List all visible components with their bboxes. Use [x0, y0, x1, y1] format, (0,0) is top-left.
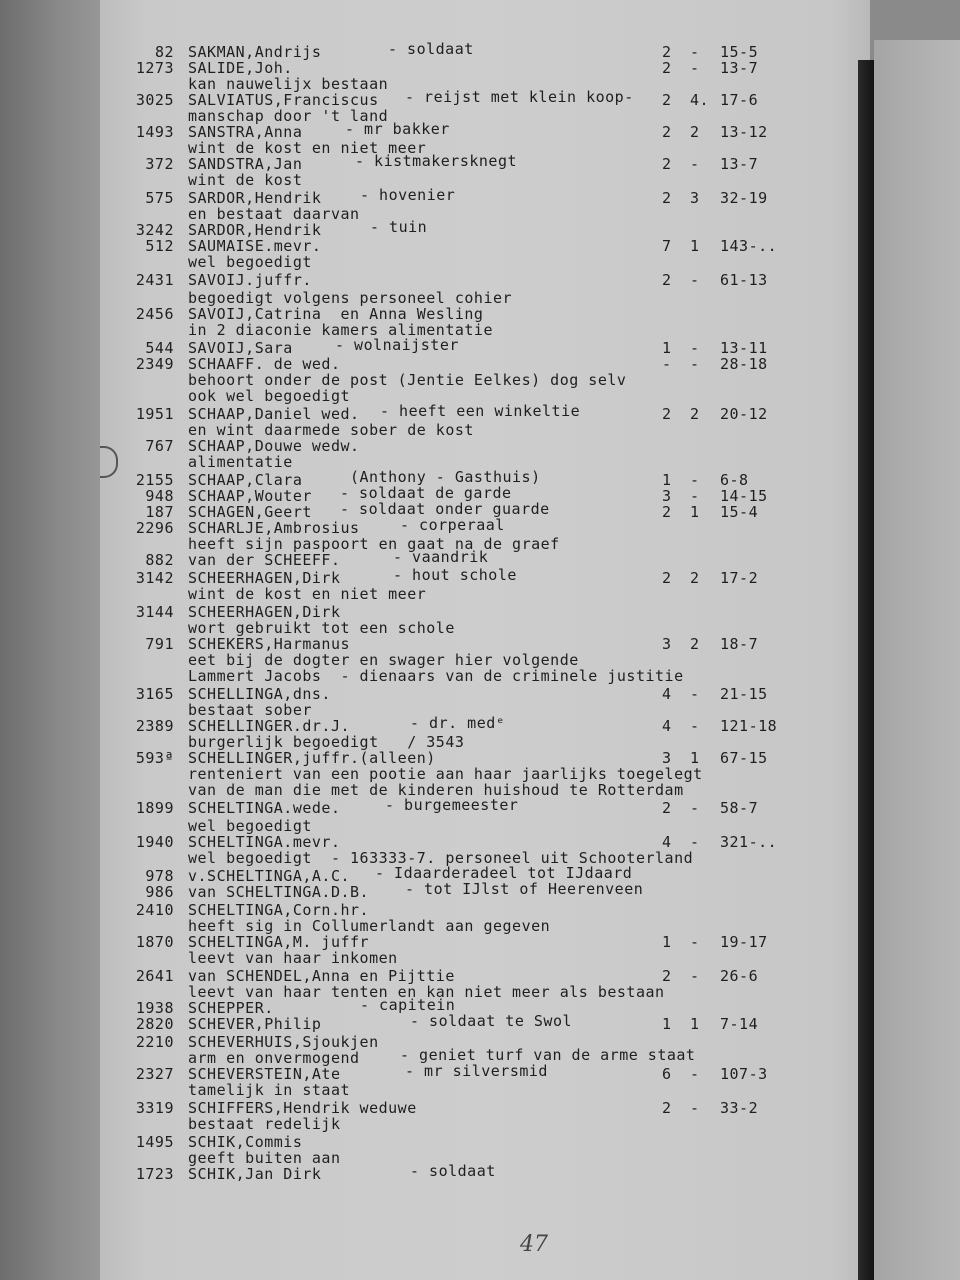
entry-name: SCHEPPER. — [188, 999, 274, 1017]
entry-col-2: - — [690, 355, 700, 373]
entry-name: SCHEVERHUIS,Sjoukjen — [188, 1033, 379, 1051]
entry-name: SCHAAFF. de wed. — [188, 355, 341, 373]
entry-col-1: 1 — [662, 1015, 672, 1033]
entry-name: SALVIATUS,Franciscus — [188, 91, 379, 109]
entry-number: 882 — [145, 551, 174, 569]
entry-amount: 17-6 — [720, 91, 759, 109]
entry-col-2: 3 — [690, 189, 700, 207]
entry-amount: 21-15 — [720, 685, 768, 703]
entry-name: tamelijk in staat — [188, 1081, 351, 1099]
entry-number: 791 — [145, 635, 174, 653]
entry-col-2: - — [690, 1099, 700, 1117]
entry-name: van SCHELTINGA.D.B. — [188, 883, 370, 901]
entry-description: - soldaat — [410, 1162, 496, 1180]
entry-col-2: - — [690, 43, 700, 61]
entry-col-2: - — [690, 471, 700, 489]
entry-number: 1493 — [135, 123, 174, 141]
entry-name: SCHELLINGER.dr.J. — [188, 717, 351, 735]
entry-name: behoort onder de post (Jentie Eelkes) dog selv — [188, 371, 627, 389]
entry-description: - burgemeester — [385, 796, 519, 814]
entry-name: SCHELTINGA.mevr. — [188, 833, 341, 851]
entry-col-1: 2 — [662, 799, 672, 817]
entry-number: 1273 — [135, 59, 174, 77]
entry-amount: 121-18 — [720, 717, 778, 735]
entry-name: SCHAAP,Douwe wedw. — [188, 437, 360, 455]
entry-col-1: 2 — [662, 967, 672, 985]
entry-col-1: 2 — [662, 1099, 672, 1117]
entry-amount: 20-12 — [720, 405, 768, 423]
entry-col-1: 7 — [662, 237, 672, 255]
entry-number: 2410 — [135, 901, 174, 919]
entry-description: - corperaal — [400, 516, 505, 534]
entry-amount: 26-6 — [720, 967, 759, 985]
entry-number: 2210 — [135, 1033, 174, 1051]
entry-col-1: 2 — [662, 123, 672, 141]
entry-name: SAKMAN,Andrijs — [188, 43, 322, 61]
entry-name: wel begoedigt — [188, 253, 312, 271]
entry-name: SAVOIJ,Catrina en Anna Wesling — [188, 305, 484, 323]
entry-col-1: 4 — [662, 833, 672, 851]
entry-name: leevt van haar tenten en kan niet meer als bestaan — [188, 983, 665, 1001]
entry-name: alimentatie — [188, 453, 293, 471]
entry-name: SCHAAP,Daniel wed. — [188, 405, 360, 423]
entry-amount: 18-7 — [720, 635, 759, 653]
entry-amount: 7-14 — [720, 1015, 759, 1033]
entry-col-1: 2 — [662, 91, 672, 109]
entry-col-1: 1 — [662, 471, 672, 489]
entry-col-2: 2 — [690, 569, 700, 587]
entry-name: burgerlijk begoedigt / 3543 — [188, 733, 465, 751]
entry-number: 3144 — [135, 603, 174, 621]
entry-description: - reijst met klein koop- — [405, 88, 634, 106]
entry-col-1: 3 — [662, 749, 672, 767]
entry-name: in 2 diaconie kamers alimentatie — [188, 321, 493, 339]
entry-name: SALIDE,Joh. — [188, 59, 293, 77]
entry-amount: 19-17 — [720, 933, 768, 951]
entry-amount: 13-7 — [720, 59, 759, 77]
entry-name: ook wel begoedigt — [188, 387, 351, 405]
entry-col-1: - — [662, 355, 672, 373]
entry-amount: 143-.. — [720, 237, 778, 255]
entry-number: 575 — [145, 189, 174, 207]
entry-amount: 61-13 — [720, 271, 768, 289]
background-right — [874, 40, 960, 1280]
entry-name: SCHARLJE,Ambrosius — [188, 519, 360, 537]
entry-number: 3165 — [135, 685, 174, 703]
entry-amount: 321-.. — [720, 833, 778, 851]
entry-col-1: 2 — [662, 43, 672, 61]
entry-number: 3319 — [135, 1099, 174, 1117]
entry-col-1: 2 — [662, 189, 672, 207]
entry-amount: 14-15 — [720, 487, 768, 505]
entry-description: - heeft een winkeltie — [380, 402, 581, 420]
entry-col-1: 2 — [662, 155, 672, 173]
entry-number: 3142 — [135, 569, 174, 587]
entry-amount: 13-12 — [720, 123, 768, 141]
entry-number: 978 — [145, 867, 174, 885]
entry-amount: 67-15 — [720, 749, 768, 767]
entry-number: 82 — [154, 43, 174, 61]
entry-name: renteniert van een pootie aan haar jaarlijks toegelegt — [188, 765, 703, 783]
entry-amount: 6-8 — [720, 471, 749, 489]
entry-name: SCHEERHAGEN,Dirk — [188, 569, 341, 587]
entry-name: SCHAGEN,Geert — [188, 503, 312, 521]
entry-col-2: - — [690, 487, 700, 505]
entry-name: SCHAAP,Wouter — [188, 487, 312, 505]
entry-name: SCHEKERS,Harmanus — [188, 635, 351, 653]
entry-col-1: 2 — [662, 503, 672, 521]
entry-number: 1938 — [135, 999, 174, 1017]
entry-amount: 13-11 — [720, 339, 768, 357]
entry-col-2: - — [690, 155, 700, 173]
entry-description: - vaandrik — [393, 548, 489, 566]
entry-name: wort gebruikt tot een schole — [188, 619, 455, 637]
entry-name: van SCHENDEL,Anna en Pijttie — [188, 967, 455, 985]
entry-amount: 28-18 — [720, 355, 768, 373]
entry-name: SCHELTINGA,Corn.hr. — [188, 901, 370, 919]
entry-name: begoedigt volgens personeel cohier — [188, 289, 513, 307]
entry-number: 2327 — [135, 1065, 174, 1083]
entry-number: 544 — [145, 339, 174, 357]
entry-col-1: 2 — [662, 271, 672, 289]
entry-amount: 15-4 — [720, 503, 759, 521]
entry-number: 3025 — [135, 91, 174, 109]
entry-number: 1495 — [135, 1133, 174, 1151]
entry-description: - mr bakker — [345, 120, 450, 138]
entry-description: - hovenier — [360, 186, 456, 204]
background-left — [0, 0, 110, 1280]
entry-col-2: - — [690, 685, 700, 703]
entry-col-2: 2 — [690, 405, 700, 423]
entry-name: SCHELTINGA,M. juffr — [188, 933, 370, 951]
entry-number: 2641 — [135, 967, 174, 985]
entry-col-1: 3 — [662, 487, 672, 505]
entry-name: SCHIFFERS,Hendrik weduwe — [188, 1099, 417, 1117]
entry-col-2: 1 — [690, 503, 700, 521]
entry-description: - wolnaijster — [335, 336, 459, 354]
entry-name: manschap door 't land — [188, 107, 389, 125]
entry-description: - kistmakersknegt — [355, 152, 518, 170]
entry-name: wel begoedigt — [188, 817, 312, 835]
entry-name: kan nauwelijx bestaan — [188, 75, 389, 93]
entry-name: SCHIK,Jan Dirk — [188, 1165, 322, 1183]
entry-col-1: 1 — [662, 933, 672, 951]
entry-number: 1899 — [135, 799, 174, 817]
entry-number: 187 — [145, 503, 174, 521]
entry-name: heeft sig in Collumerlandt aan gegeven — [188, 917, 551, 935]
entry-number: 512 — [145, 237, 174, 255]
entry-number: 2456 — [135, 305, 174, 323]
entry-name: bestaat redelijk — [188, 1115, 341, 1133]
entry-name: geeft buiten aan — [188, 1149, 341, 1167]
entry-col-2: 1 — [690, 1015, 700, 1033]
entry-number: 1951 — [135, 405, 174, 423]
entry-name: SCHEERHAGEN,Dirk — [188, 603, 341, 621]
entry-col-1: 3 — [662, 635, 672, 653]
entry-name: SARDOR,Hendrik — [188, 189, 322, 207]
entry-number: 2389 — [135, 717, 174, 735]
entry-col-2: 1 — [690, 749, 700, 767]
entry-number: 948 — [145, 487, 174, 505]
entry-number: 2431 — [135, 271, 174, 289]
entry-col-1: 4 — [662, 717, 672, 735]
entry-name: leevt van haar inkomen — [188, 949, 398, 967]
entry-number: 2820 — [135, 1015, 174, 1033]
entry-amount: 107-3 — [720, 1065, 768, 1083]
entry-name: wint de kost en niet meer — [188, 585, 427, 603]
entry-name: SCHELTINGA.wede. — [188, 799, 341, 817]
entry-col-2: 4. — [690, 91, 710, 109]
entry-description: - capitein — [360, 996, 456, 1014]
binder-spine — [858, 60, 874, 1280]
entry-number: 2349 — [135, 355, 174, 373]
entry-name: bestaat sober — [188, 701, 312, 719]
page-number: 47 — [520, 1232, 548, 1257]
entry-number: 2155 — [135, 471, 174, 489]
entry-col-1: 1 — [662, 339, 672, 357]
entry-name: SCHEVERSTEIN,Ate — [188, 1065, 341, 1083]
entry-name: SCHELLINGA,dns. — [188, 685, 331, 703]
entry-description: (Anthony - Gasthuis) — [350, 468, 541, 486]
entry-name: wint de kost en niet meer — [188, 139, 427, 157]
entry-number: 3242 — [135, 221, 174, 239]
entry-number: 1940 — [135, 833, 174, 851]
entry-description: - soldaat de garde — [340, 484, 512, 502]
entry-col-1: 2 — [662, 59, 672, 77]
entry-name: Lammert Jacobs - dienaars van de criminele justitie — [188, 667, 684, 685]
entry-name: en wint daarmede sober de kost — [188, 421, 474, 439]
entry-description: - soldaat onder guarde — [340, 500, 550, 518]
entry-name: SAUMAISE.mevr. — [188, 237, 322, 255]
entry-description: - hout schole — [393, 566, 517, 584]
entry-description: - soldaat — [388, 40, 474, 58]
entry-number: 1870 — [135, 933, 174, 951]
entry-col-2: - — [690, 717, 700, 735]
entry-name: wel begoedigt - 163333-7. personeel uit Schooterland — [188, 849, 694, 867]
entry-name: van der SCHEEFF. — [188, 551, 341, 569]
entry-col-2: - — [690, 339, 700, 357]
entry-name: SCHEVER,Philip — [188, 1015, 322, 1033]
entry-name: heeft sijn paspoort en gaat na de graef — [188, 535, 560, 553]
entry-name: en bestaat daarvan — [188, 205, 360, 223]
entry-col-1: 2 — [662, 405, 672, 423]
entry-col-2: - — [690, 59, 700, 77]
entry-description: - tuin — [370, 218, 428, 236]
entry-number: 593ª — [135, 749, 174, 767]
entry-col-2: - — [690, 799, 700, 817]
entry-col-2: 2 — [690, 123, 700, 141]
entry-name: eet bij de dogter en swager hier volgende — [188, 651, 579, 669]
entry-name: arm en onvermogend — [188, 1049, 360, 1067]
entry-name: v.SCHELTINGA,A.C. — [188, 867, 351, 885]
entry-number: 986 — [145, 883, 174, 901]
entry-number: 2296 — [135, 519, 174, 537]
entry-col-1: 2 — [662, 569, 672, 587]
entry-col-2: - — [690, 271, 700, 289]
entry-amount: 13-7 — [720, 155, 759, 173]
entry-name: SCHAAP,Clara — [188, 471, 303, 489]
entry-name: SAVOIJ.juffr. — [188, 271, 312, 289]
entry-description: - soldaat te Swol — [410, 1012, 573, 1030]
entry-col-2: 2 — [690, 635, 700, 653]
entry-description: - Idaarderadeel tot IJdaard — [375, 864, 633, 882]
entry-col-2: - — [690, 967, 700, 985]
entry-name: SCHIK,Commis — [188, 1133, 303, 1151]
entry-col-1: 6 — [662, 1065, 672, 1083]
entry-name: SAVOIJ,Sara — [188, 339, 293, 357]
entry-number: 1723 — [135, 1165, 174, 1183]
entry-description: - mr silversmid — [405, 1062, 548, 1080]
entry-name: van de man die met de kinderen huishoud te Rotterdam — [188, 781, 684, 799]
entry-amount: 15-5 — [720, 43, 759, 61]
entry-col-2: 1 — [690, 237, 700, 255]
entry-amount: 58-7 — [720, 799, 759, 817]
entry-col-2: - — [690, 933, 700, 951]
entry-description: - geniet turf van de arme staat — [400, 1046, 696, 1064]
entry-description: - dr. medᵉ — [410, 714, 506, 732]
entry-name: wint de kost — [188, 171, 303, 189]
entry-number: 767 — [145, 437, 174, 455]
entry-amount: 33-2 — [720, 1099, 759, 1117]
entry-name: SCHELLINGER,juffr.(alleen) — [188, 749, 436, 767]
entry-number: 372 — [145, 155, 174, 173]
entry-amount: 32-19 — [720, 189, 768, 207]
entry-name: SANSTRA,Anna — [188, 123, 303, 141]
entry-amount: 17-2 — [720, 569, 759, 587]
entry-col-2: - — [690, 833, 700, 851]
entry-name: SANDSTRA,Jan — [188, 155, 303, 173]
entry-col-2: - — [690, 1065, 700, 1083]
entry-name: SARDOR,Hendrik — [188, 221, 322, 239]
entry-col-1: 4 — [662, 685, 672, 703]
entry-description: - tot IJlst of Heerenveen — [405, 880, 644, 898]
